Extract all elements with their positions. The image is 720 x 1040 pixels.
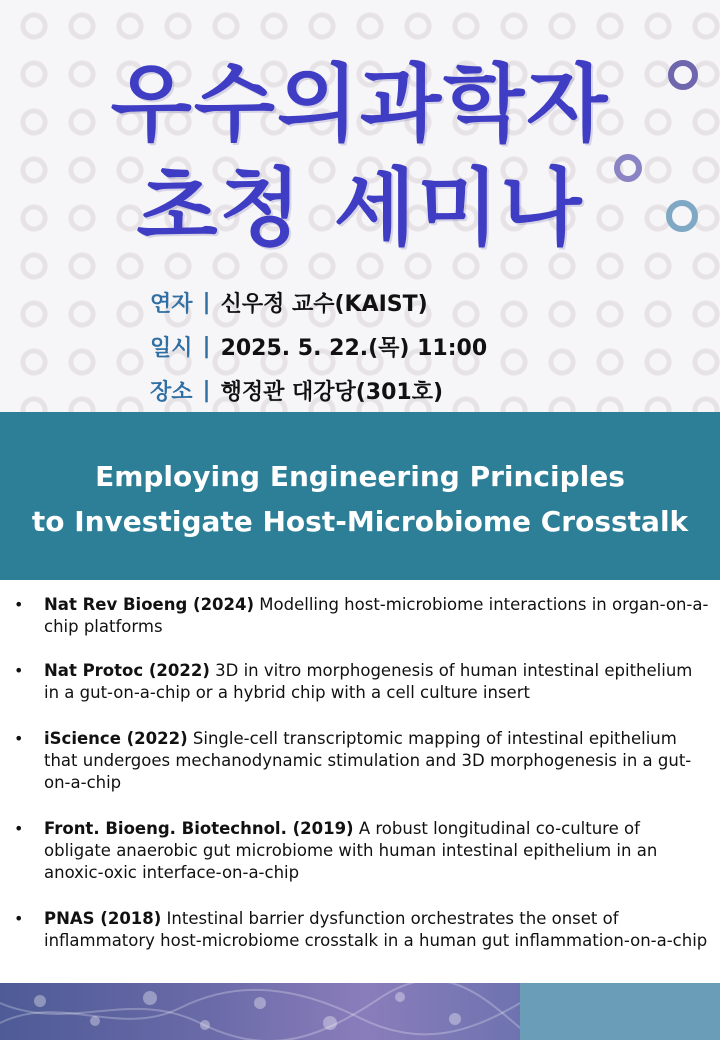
talk-title-line1: Employing Engineering Principles	[95, 460, 625, 493]
venue-value: 행정관 대강당(301호)	[220, 379, 444, 405]
speaker-value: 신우정 교수(KAIST)	[220, 291, 428, 317]
datetime-row	[150, 324, 487, 368]
reference-title: Single-cell transcriptomic mapping of intestinal epithelium that undergoes mechanodynamic stimulation and 3D morphogenesis in a gut-on-a-chip	[44, 729, 692, 792]
reference-journal: PNAS (2018)	[44, 909, 162, 928]
separator: |	[202, 289, 211, 315]
decorative-ring-icon	[666, 200, 698, 232]
reference-journal: Front. Bioeng. Biotechnol. (2019)	[44, 819, 354, 838]
decorative-ring-icon	[614, 154, 642, 182]
seminar-title-line2: 초청 세미나	[136, 159, 584, 257]
venue-label: 장소	[150, 379, 193, 405]
bullet-icon: •	[14, 661, 24, 680]
bullet-icon: •	[14, 729, 24, 748]
bullet-icon: •	[14, 819, 24, 838]
talk-title-band	[0, 412, 720, 580]
reference-title: A robust longitudinal co-culture of obligate anaerobic gut microbiome with human intestinal epithelium in an anoxic-oxic interface-on-a-chip	[44, 819, 658, 882]
separator: |	[202, 377, 211, 403]
molecule-icon	[0, 983, 520, 1040]
footer-molecule-image	[0, 983, 520, 1040]
speaker-row	[150, 280, 487, 324]
datetime-label: 일시	[150, 335, 193, 361]
reference-title: Modelling host-microbiome interactions in organ-on-a-chip platforms	[44, 595, 709, 636]
footer-accent	[520, 983, 720, 1040]
decorative-ring-icon	[668, 60, 698, 90]
seminar-title-line1: 우수의과학자	[110, 55, 610, 153]
speaker-label: 연자	[150, 291, 193, 317]
datetime-value: 2025. 5. 22.(목) 11:00	[220, 335, 488, 361]
venue-row	[150, 368, 487, 412]
seminar-info	[150, 280, 487, 412]
reference-title: Intestinal barrier dysfunction orchestrates the onset of inflammatory host-microbiome crosstalk in a human gut inflammation-on-a-chip	[44, 909, 708, 950]
reference-journal: Nat Rev Bioeng (2024)	[44, 595, 255, 614]
bullet-icon: •	[14, 595, 24, 614]
reference-journal: iScience (2022)	[44, 729, 188, 748]
bullet-icon: •	[14, 909, 24, 928]
separator: |	[202, 333, 211, 359]
reference-journal: Nat Protoc (2022)	[44, 661, 210, 680]
reference-title: 3D in vitro morphogenesis of human intestinal epithelium in a gut-on-a-chip or a hybrid chip with a cell culture insert	[44, 661, 693, 702]
talk-title-line2: to Investigate Host-Microbiome Crosstalk	[31, 505, 689, 538]
header-section	[0, 0, 720, 412]
